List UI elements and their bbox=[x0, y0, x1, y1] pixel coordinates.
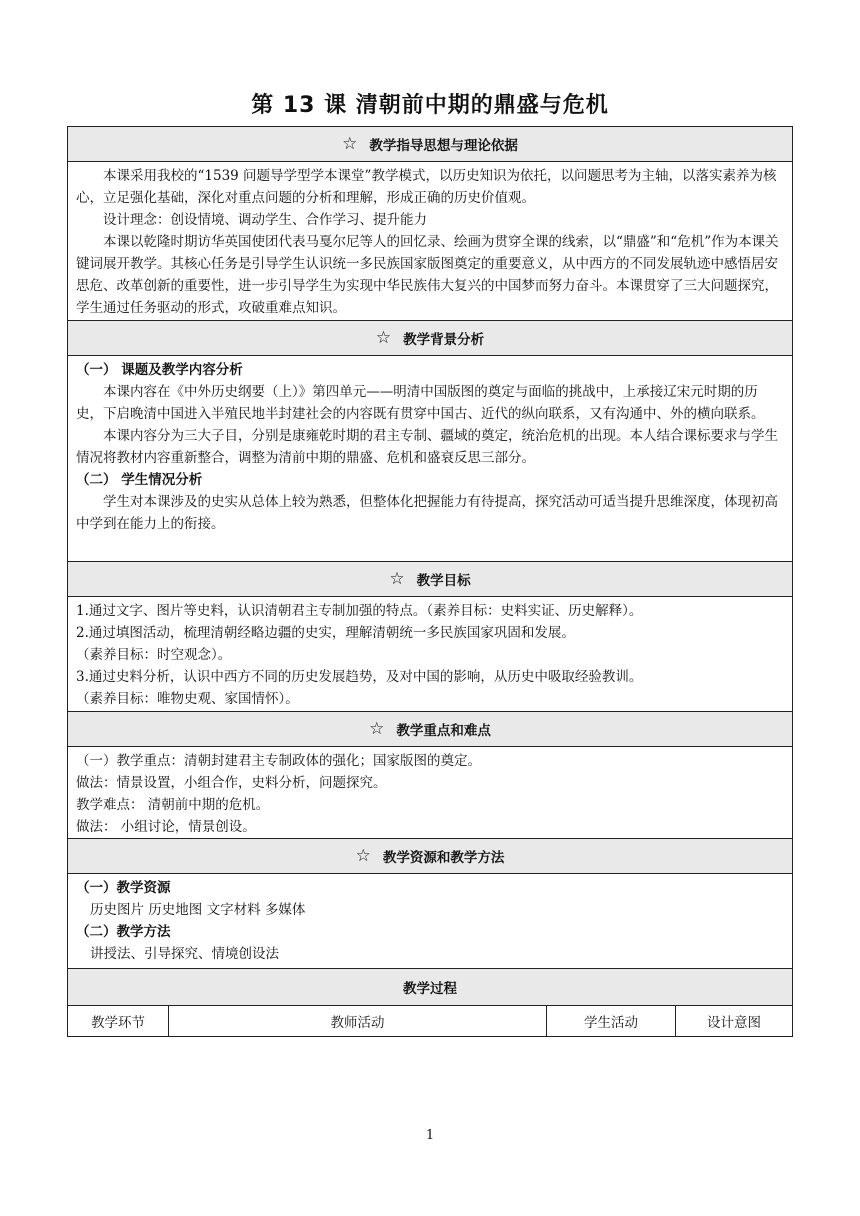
section-process-header: 教学过程 bbox=[68, 969, 792, 1006]
paragraph: 设计理念：创设情境、调动学生、合作学习、提升能力 bbox=[103, 212, 427, 228]
paragraph: 本课内容在《中外历史纲要（上）》第四单元——明清中国版图的奠定与面临的挑战中，上承接辽宋元时期的历史，下启晚清中国进入半殖民地半封建社会的内容既有贯穿中国古、近代的纵向联系，又有沟通中、外的横向联系。 bbox=[76, 384, 765, 422]
key-point-line: 做法：情景设置，小组合作，史料分析，问题探究。 bbox=[76, 775, 387, 791]
section-guiding-theory-body bbox=[68, 162, 792, 321]
objective-line: 3.通过史料分析，认识中西方不同的历史发展趋势，及对中国的影响，从历史中吸取经验教训。 bbox=[76, 669, 643, 685]
column-header-teacher: 教师活动 bbox=[169, 1006, 547, 1036]
section-objectives-body bbox=[68, 597, 792, 712]
page-title: 第 13 课 清朝前中期的鼎盛与危机 bbox=[251, 93, 609, 118]
key-point-line: 做法： 小组讨论，情景创设。 bbox=[76, 819, 256, 835]
section-key-points-body bbox=[68, 747, 792, 839]
star-icon: ☆ bbox=[342, 134, 358, 154]
section-background-header bbox=[68, 321, 792, 356]
resource-line: 历史图片 历史地图 文字材料 多媒体 bbox=[90, 902, 306, 918]
star-icon: ☆ bbox=[389, 569, 405, 589]
key-point-line: （一）教学重点：清朝封建君主专制政体的强化；国家版图的奠定。 bbox=[76, 753, 481, 769]
process-column-headers bbox=[68, 1006, 792, 1036]
column-header-student: 学生活动 bbox=[547, 1006, 676, 1036]
section-title: 教学指导思想与理论依据 bbox=[369, 138, 518, 154]
section-resources-body bbox=[68, 874, 792, 969]
section-key-points-header bbox=[68, 712, 792, 747]
section-title: 教学资源和教学方法 bbox=[382, 850, 505, 866]
section-background-body bbox=[68, 356, 792, 562]
star-icon: ☆ bbox=[355, 846, 371, 866]
objective-line: 2.通过填图活动，梳理清朝经略边疆的史实，理解清朝统一多民族国家巩固和发展。 bbox=[76, 625, 575, 641]
section-title: 教学背景分析 bbox=[403, 332, 485, 348]
section-title: 教学目标 bbox=[416, 573, 471, 589]
objective-line: 1.通过文字、图片等史料，认识清朝君主专制加强的特点。（素养目标：史料实证、历史解释）。 bbox=[76, 603, 643, 619]
column-header-intent: 设计意图 bbox=[707, 1015, 761, 1031]
key-point-line: 教学难点： 清朝前中期的危机。 bbox=[76, 797, 270, 813]
paragraph: 本课内容分为三大子目，分别是康雍乾时期的君主专制、疆域的奠定，统治危机的出现。本人结合课标要求与学生情况将教材内容重新整合，调整为清前中期的鼎盛、危机和盛衰反思三部分。 bbox=[76, 428, 778, 466]
objective-line: （素养目标：时空观念）。 bbox=[76, 647, 232, 663]
star-icon: ☆ bbox=[375, 328, 392, 348]
paragraph: 本课以乾隆时期访华英国使团代表马戛尔尼等人的回忆录、绘画为贯穿全课的线索，以“鼎盛”和“危机”作为本课关键词展开教学。其核心任务是引导学生认识统一多民族国家版图奠定的重要意义，从中西方的不同发展轨迹中感悟居安思危、改革创新的重要性，进一步引导学生为实现中华民族伟大复兴的中国梦而努力奋斗。本课贯穿了三大问题探究，学生通过任务驱动的形式，攻破重难点知识。 bbox=[76, 234, 779, 316]
paragraph: 学生对本课涉及的史实从总体上较为熟悉，但整体化把握能力有待提高，探究活动可适当提升思维深度，体现初高中学到在能力上的衔接。 bbox=[76, 494, 778, 532]
objective-line: （素养目标：唯物史观、家国情怀）。 bbox=[76, 691, 299, 707]
paragraph: 本课采用我校的“1539 问题导学型学本课堂”教学模式，以历史知识为依托，以问题思考为主轴，以落实素养为核心，立足强化基础，深化对重点问题的分析和理解，形成正确的历史价值观。 bbox=[76, 168, 777, 206]
section-resources-header bbox=[68, 839, 792, 874]
subheading: （一） 课题及教学内容分析 bbox=[76, 362, 243, 378]
column-header-stage: 教学环节 bbox=[68, 1006, 169, 1036]
star-icon: ☆ bbox=[369, 719, 385, 739]
subheading: （二）教学方法 bbox=[76, 924, 171, 940]
section-title: 教学重点和难点 bbox=[396, 723, 491, 739]
method-line: 讲授法、引导探究、情境创设法 bbox=[90, 946, 279, 962]
subheading: （二） 学生情况分析 bbox=[76, 472, 203, 488]
page-number: 1 bbox=[425, 1128, 435, 1143]
subheading: （一）教学资源 bbox=[76, 880, 171, 896]
section-objectives-header bbox=[68, 562, 792, 597]
lesson-plan-table bbox=[67, 126, 793, 1037]
section-guiding-theory-header bbox=[68, 127, 792, 162]
